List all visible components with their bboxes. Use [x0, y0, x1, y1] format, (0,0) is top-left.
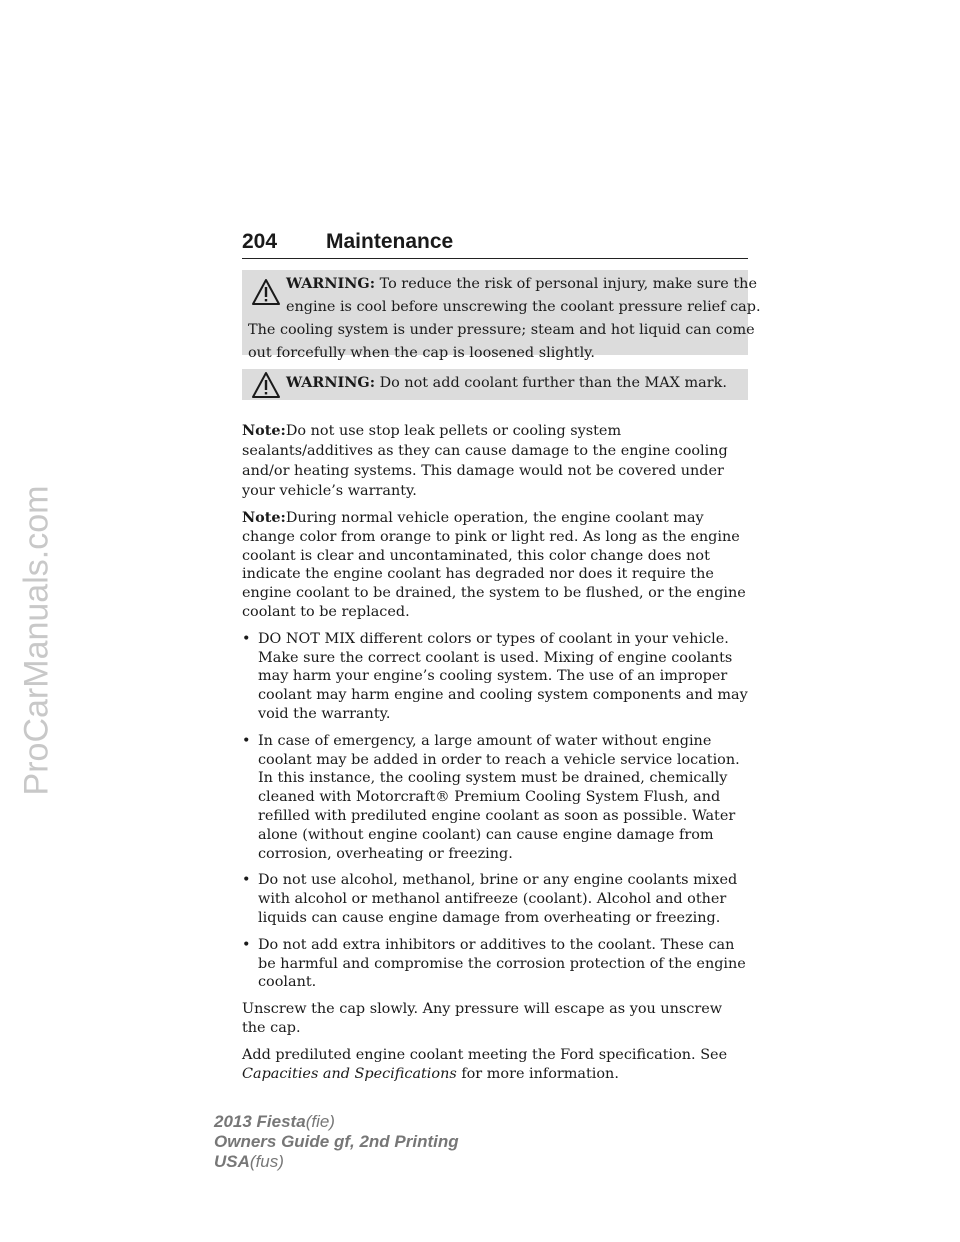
warning-label: WARNING: [286, 374, 376, 391]
note-text: During normal vehicle operation, the engine coolant may change color from orange to pink or light red. As long as the engine coolant is clear and uncontaminated, this color change does not indicate the engine coolant has degraded nor does it require the engine coolant to be drained, the system to be flushed, or the engine coolant to be replaced. [242, 510, 746, 620]
body-text [242, 421, 748, 1091]
footer-guide: Owners Guide gf, 2nd Printing [214, 1132, 459, 1151]
warning-text-line: engine is cool before unscrewing the coolant pressure relief cap. [286, 299, 761, 315]
page-footer [214, 1112, 459, 1172]
paragraph-text: Add prediluted engine coolant meeting the Ford specification. See [242, 1046, 728, 1063]
warning-text-line: To reduce the risk of personal injury, make sure the [379, 276, 757, 292]
warning-triangle-icon [251, 371, 281, 399]
footer-model: 2013 Fiesta [214, 1112, 306, 1131]
list-item-text: Do not use alcohol, methanol, brine or any engine coolants mixed with alcohol or methanol antifreeze (coolant). Alcohol and other liquids can cause engine damage from overheating or freezing. [258, 872, 738, 926]
warning-text-line: The cooling system is under pressure; steam and hot liquid can come [248, 322, 755, 338]
footer-market: USA [214, 1152, 250, 1171]
paragraph-text: for more information. [461, 1065, 619, 1082]
list-item-text: Do not add extra inhibitors or additives to the coolant. These can be harmful and compromise the corrosion protection of the engine coolant. [258, 936, 746, 991]
watermark-text: ProCarManuals.com [17, 485, 56, 795]
bullet-icon: • [242, 630, 251, 647]
warning-box-2 [242, 369, 748, 400]
note-label: Note: [242, 422, 286, 439]
section-title: Maintenance [326, 230, 454, 253]
cross-reference: Capacities and Specifications [242, 1065, 457, 1082]
list-item [242, 871, 748, 927]
note-paragraph [242, 421, 748, 501]
warning-text-line: out forcefully when the cap is loosened slightly. [248, 345, 595, 361]
note-label: Note: [242, 509, 286, 526]
warning-label: WARNING: [286, 275, 376, 292]
list-item [242, 936, 748, 992]
list-item [242, 732, 748, 864]
paragraph [242, 1046, 748, 1084]
watermark [4, 230, 70, 1050]
note-paragraph [242, 509, 748, 622]
bullet-icon: • [242, 936, 251, 953]
page-number: 204 [242, 230, 278, 253]
bullet-list [242, 630, 748, 992]
page-header [242, 228, 748, 259]
footer-model-code: (fie) [305, 1112, 335, 1131]
list-item [242, 630, 748, 724]
footer-market-code: (fus) [249, 1152, 284, 1171]
bullet-icon: • [242, 872, 251, 889]
warning-box-1 [242, 270, 761, 361]
warning-triangle-icon [251, 278, 281, 306]
warning-text: Do not add coolant further than the MAX mark. [379, 375, 727, 391]
note-text: Do not use stop leak pellets or cooling system sealants/additives as they can cause damage to the engine cooling and/or heating systems. This damage would not be covered under your vehicle’s warranty. [242, 423, 728, 499]
bullet-icon: • [242, 732, 251, 749]
list-item-text: DO NOT MIX different colors or types of coolant in your vehicle. Make sure the correct coolant is used. Mixing of engine coolants may harm your engine’s cooling system. The use of an improper coolant may harm engine and cooling system components and may void the warranty. [258, 630, 748, 722]
list-item-text: In case of emergency, a large amount of water without engine coolant may be added in order to reach a vehicle service location. In this instance, the cooling system must be drained, chemically cleaned with Motorcraft® Premium Cooling System Flush, and refilled with prediluted engine coolant as soon as possible. Water alone (without engine coolant) can cause engine damage from corrosion, overheating or freezing. [258, 732, 740, 862]
paragraph: Unscrew the cap slowly. Any pressure will escape as you unscrew the cap. [242, 1001, 723, 1036]
